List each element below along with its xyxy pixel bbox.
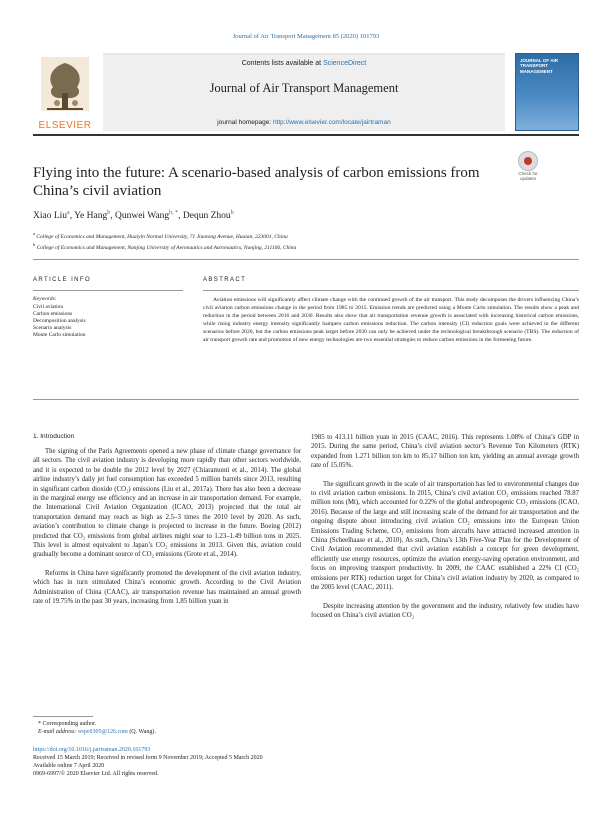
keyword: Carbon emissions	[33, 310, 73, 317]
journal-cover-image	[515, 53, 579, 131]
check-for-updates-button[interactable]	[513, 151, 543, 182]
paragraph: The signing of the Paris Agreements opened a new phase of climate change governance for all sectors. The civil aviation industry is developing more rapidly than other sectors worldwide, and it is expected to be double the 2012 level by 2027 (Chiaramonti et al., 2014). The global airline industry’s daily jet fuel consumption has exceeded 5 million barrels since 2013, resulting in significant carbon dioxide (CO₂) emissions (Liu et al., 2017a). There has also been a decrease in the marginal energy use efficiency and an increase in air transportation demand. For example, the International Civil Aviation Organization (ICAO, 2013) projected that the total air transportation demand may reach as high as 2.5–3 times the 2010 level by 2020. As such, aviation’s contribution to climate change is projected to increase in the future. Boeing (2012) predicted that CO₂ emissions from global airlines might soar to 1.23–1.49 billion tons in 2025. This level is almost equivalent to Japan’s CO₂ emissions in 2013. Given this, aviation could gradually become a dominant source of CO₂ emissions (Grote et al., 2014).	[33, 448, 301, 559]
body-column-right	[311, 433, 579, 620]
copyright: 0969-6997/© 2020 Elsevier Ltd. All rights reserved.	[33, 771, 159, 777]
paragraph: Despite increasing attention by the government and the industry, relatively few studies have focused on China’s civil aviation CO₂	[311, 602, 579, 619]
running-head[interactable]: Journal of Air Transport Management 85 (2020) 101793	[232, 33, 380, 40]
contents-line: Contents lists available at ScienceDirect	[241, 60, 367, 67]
check-for-updates-label: Check for updates	[518, 171, 538, 181]
keyword: Decomposition analysis	[33, 317, 86, 324]
article-title: Flying into the future: A scenario-based analysis of carbon emissions from China’s civil aviation	[33, 165, 480, 199]
author-list: Xiao Liu$^a$, Ye Hang$^b$, Qunwei Wang$^{b, *}$, Dequn Zhou$^b$	[33, 210, 234, 222]
journal-title: Journal of Air Transport Management	[209, 81, 399, 95]
received-dates: Received 15 March 2019; Received in revised form 9 November 2019; Accepted 5 March 2020	[33, 755, 263, 761]
section-heading: 1. Introduction	[33, 433, 75, 440]
masthead	[33, 53, 579, 133]
abstract-text: Aviation emissions will significantly affect climate change with the continued growth of the air transport. This study decomposes the drivers influencing China’s civil aviation carbon emissions change in the period from 1985 to 2015. Emission trends are predicted using a Monte Carlo simulation. The results show a peak and reduction in the period between 2016 and 2030. Results also show that air transportation revenue growth is associated with increasing historical carbon emissions, while rising industry energy intensity significantly hampers carbon emissions reduction. The carbon intensity (CI) reduction goals were achieved in the different scenarios before 2020, but the carbon emissions peak target before 2030 can only be achieved under the technological breakthrough scenario (TBS). The reduction of air transport growth rate and promotion of new energy technologies are two essential strategies to reduce carbon emissions in the foreseeing future.	[203, 296, 579, 343]
keyword: Civil aviation	[33, 303, 64, 310]
journal-homepage-link[interactable]: http://www.elsevier.com/locate/jairtraman	[272, 119, 391, 126]
doi-link[interactable]: https://doi.org/10.1016/j.jairtraman.2020.101793	[33, 747, 151, 753]
affiliations	[33, 230, 296, 252]
affiliations-rule	[33, 259, 579, 260]
cover-title: JOURNAL OF AIR TRANSPORT MANAGEMENT	[520, 58, 559, 74]
divider	[33, 290, 183, 291]
keyword: Scenario analysis	[33, 324, 72, 331]
author-name[interactable]: Ye Hang	[74, 211, 108, 222]
body-column-left	[33, 447, 301, 607]
paragraph: Reforms in China have significantly promoted the development of the civil aviation industry, which has in turn stimulated China’s economic growth. According to the Civil Aviation Administration of China (CAAC), air transportation revenue has maintained an annual growth rate of 19.75% in the past 30 years, increasing from 1.85 billion yuan in	[33, 569, 301, 606]
homepage-line: journal homepage: http://www.elsevier.com/locate/jairtraman	[217, 119, 391, 126]
author-name[interactable]: Dequn Zhou	[182, 211, 231, 222]
article-info-header: ARTICLE INFO	[33, 277, 92, 283]
affiliation: $^a$ College of Economics and Management, Huaiyin Normal University, 71 Jiaotong Avenue, Huaian, 223001, China	[33, 231, 288, 240]
divider	[203, 290, 579, 291]
abstract-rule	[33, 399, 579, 400]
abstract-header: ABSTRACT	[203, 277, 247, 283]
sciencedirect-link[interactable]: ScienceDirect	[323, 60, 367, 67]
publication-info	[33, 746, 579, 778]
article-info	[33, 277, 183, 339]
paragraph: 1985 to 413.11 billion yuan in 2015 (CAAC, 2016). This represents 1.08% of China’s GDP in 2015. During the same period, China’s civil aviation sector’s Revenue Ton Kilometers (RTK) expanded from 1.271 billion ton km to 85.17 billion ton km, yielding an annual average growth rate of 15.05%.	[311, 434, 579, 470]
journal-header-box	[103, 53, 505, 131]
footnote-rule	[33, 716, 93, 717]
publisher-name: ELSEVIER	[38, 120, 92, 131]
paragraph: The significant growth in the scale of air transportation has led to environmental changes due to civil aviation carbon emissions. In 2015, China’s civil aviation CO₂ emissions reached 78.87 million tons (Mt), which accounted for 0.22% of the global anthropogenic CO₂ emissions (ICAO, 2016). Because of the large and still increasing scale of the demand for air transportation and the ongoing dispute about introducing civil aviation CO₂ emissions into the European Union Emissions Trading Scheme, CO₂ emissions from aircrafts have attracted increased attention in China (Scheelhaase et al., 2010). As such, China’s 13th Five-Year Plan for the Development of Civil Aviation recommended that civil aviation establish a concept for green development, efficiently use energy resources, optimize the aviation energy-saving operation environment, and focus on improving transport productivity. In 2009, the CAAC established a 22% CI (CO₂ emissions per RTK) reduction target for China’s civil aviation industry by 2020, as compared to the 2005 level (CAAC, 2011).	[311, 480, 579, 592]
online-date: Available online 7 April 2020	[33, 763, 105, 769]
author-name[interactable]: Qunwei Wang	[114, 211, 170, 222]
email-link[interactable]: wqw0305@126.com	[77, 729, 128, 735]
elsevier-tree-icon	[33, 53, 97, 117]
email-note: E-mail address: wqw0305@126.com (Q. Wang).	[38, 729, 156, 735]
footnotes	[33, 720, 579, 736]
author-name[interactable]: Xiao Liu	[33, 211, 68, 222]
corresponding-author-note: * Corresponding author.	[38, 721, 97, 727]
abstract	[203, 277, 579, 344]
check-for-updates-icon	[518, 151, 538, 171]
keyword: Monte Carlo simulation	[33, 331, 86, 338]
elsevier-tree-logo	[33, 53, 97, 131]
affiliation: $^b$ College of Economics and Management, Nanjing University of Aeronautics and Astronautics, Nanjing, 211106, China	[33, 241, 297, 251]
header-rule	[33, 134, 579, 136]
keywords-label: Keywords:	[33, 295, 57, 302]
